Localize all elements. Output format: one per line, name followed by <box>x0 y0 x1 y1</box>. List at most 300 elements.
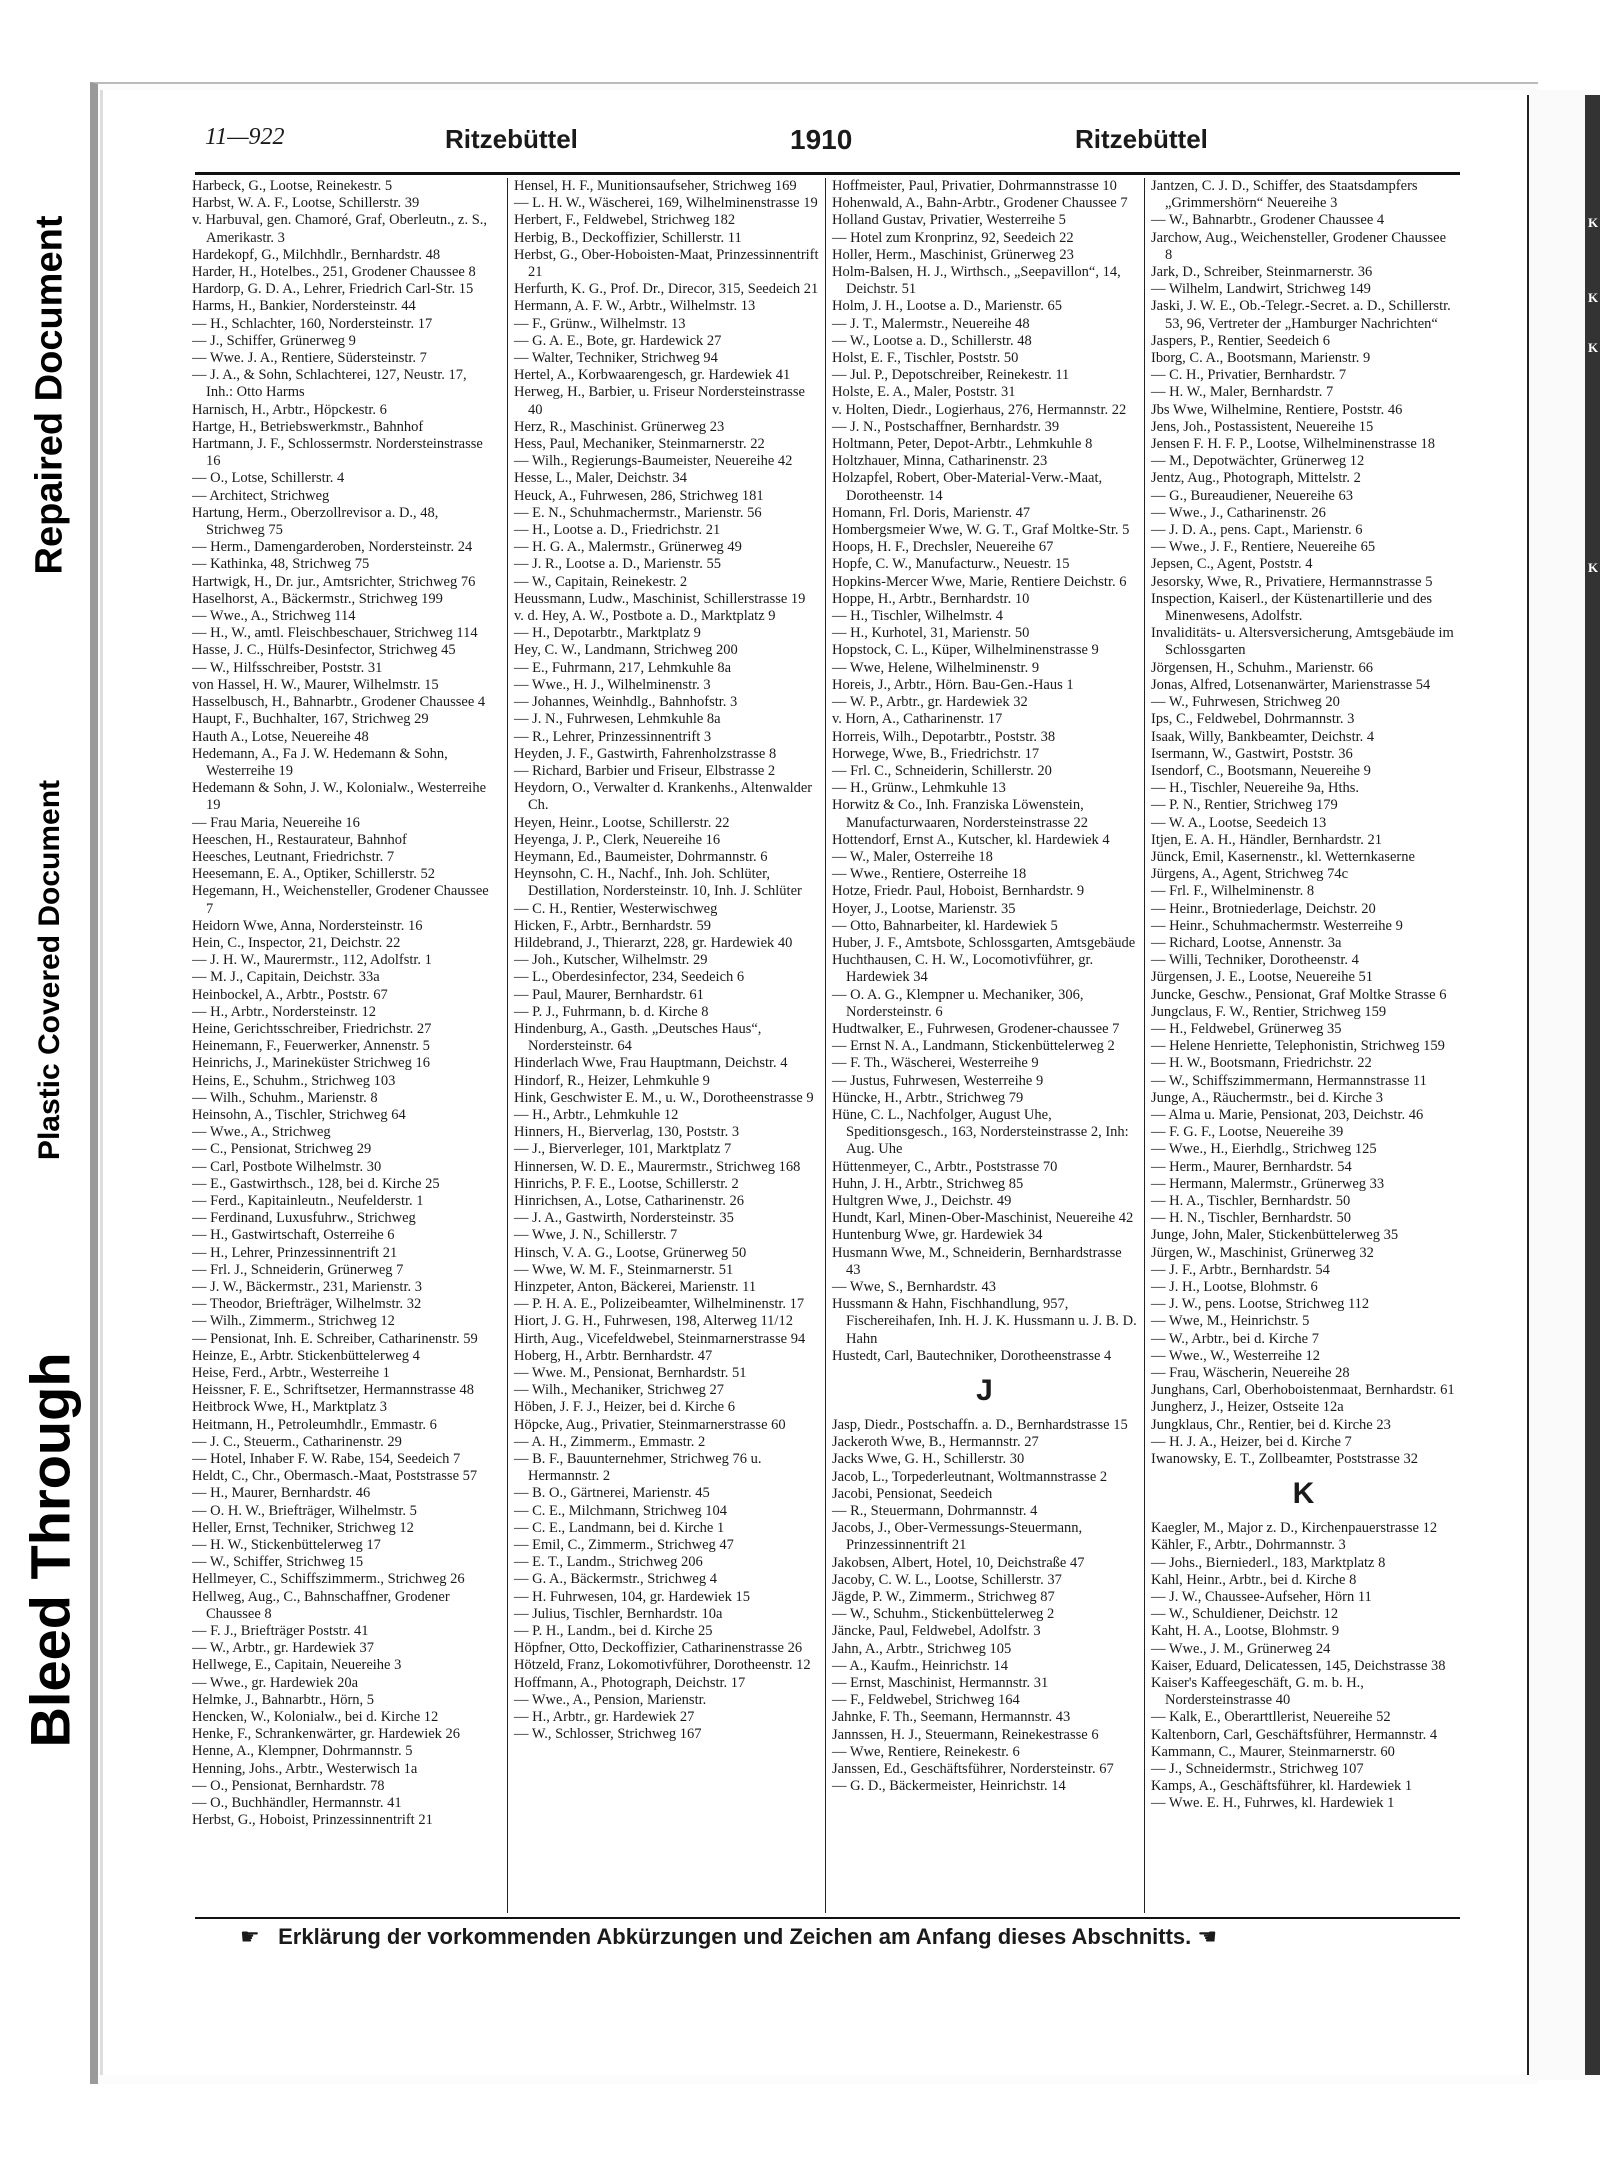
directory-entry: — Heinr., Schuhmachermstr. Westerreihe 9 <box>1151 917 1403 934</box>
directory-entry: v. Harbuval, gen. Chamoré, Graf, Oberleutn., z. S., Amerikastr. 3 <box>192 212 488 246</box>
directory-entry: Isaak, Willy, Bankbeamter, Deichstr. 4 <box>1151 728 1375 745</box>
directory-entry: Haupt, F., Buchhalter, 167, Strichweg 29 <box>192 711 429 728</box>
directory-entry: — Wwe., J. M., Grünerweg 24 <box>1151 1640 1331 1657</box>
directory-entry: Hombergsmeier Wwe, W. G. T., Graf Moltke-Str. 5 <box>832 522 1130 539</box>
directory-entry: Heesemann, E. A., Optiker, Schillerstr. 52 <box>192 866 436 883</box>
directory-entry: — W., Arbtr., bei d. Kirche 7 <box>1151 1330 1319 1347</box>
page-header <box>205 120 1470 160</box>
directory-entry: — J. H. W., Maurermstr., 112, Adolfstr. 1 <box>192 952 432 969</box>
directory-entry: Jentz, Aug., Photograph, Mittelstr. 2 <box>1151 470 1361 487</box>
directory-entry: — C. E., Landmann, bei d. Kirche 1 <box>514 1519 725 1536</box>
directory-entry: Henne, A., Klempner, Dohrmannstr. 5 <box>192 1743 413 1760</box>
directory-entry: — J. R., Lootse a. D., Marienstr. 55 <box>514 556 722 573</box>
directory-entry: — H., Gastwirtschaft, Osterreihe 6 <box>192 1227 395 1244</box>
strip-letter: K <box>1588 215 1599 230</box>
directory-entry: — E. T., Landm., Strichweg 206 <box>514 1554 703 1571</box>
directory-entry: Kaht, H. A., Lootse, Blohmstr. 9 <box>1151 1623 1340 1640</box>
directory-entry: — Johannes, Weinhdlg., Bahnhofstr. 3 <box>514 694 738 711</box>
directory-entry: Kaegler, M., Major z. D., Kirchenpauerstrasse 12 <box>1151 1520 1438 1537</box>
directory-entry: Jacobi, Pensionat, Seedeich <box>832 1485 993 1502</box>
directory-entry: Hicken, F., Arbtr., Bernhardstr. 59 <box>514 917 711 934</box>
directory-entry: Hey, C. W., Landmann, Strichweg 200 <box>514 642 738 659</box>
directory-entry: — Ernst N. A., Landmann, Stickenbüttelerweg 2 <box>832 1038 1115 1055</box>
directory-entry: Hustedt, Carl, Bautechniker, Dorotheenstrasse 4 <box>832 1347 1112 1364</box>
directory-entry: Harder, H., Hotelbes., 251, Grodener Chaussee 8 <box>192 264 476 281</box>
directory-entry: Heller, Ernst, Techniker, Strichweg 12 <box>192 1519 414 1536</box>
directory-entry: — E. N., Schuhmachermstr., Marienstr. 56 <box>514 504 762 521</box>
footer-note <box>240 1924 1390 1950</box>
directory-entry: Hartmann, J. F., Schlossermstr. Nordersteinstrasse 16 <box>192 436 483 470</box>
directory-entry: Hotze, Friedr. Paul, Hoboist, Bernhardstr. 9 <box>832 883 1085 900</box>
directory-entry: Huchthausen, C. H. W., Locomotivführer, gr. Hardewiek 34 <box>832 952 1094 986</box>
directory-entry: Hoffmann, A., Photograph, Deichstr. 17 <box>514 1674 746 1691</box>
directory-entry: Holtmann, Peter, Depot-Arbtr., Lehmkuhle 8 <box>832 436 1093 453</box>
directory-entry: Hein, C., Inspector, 21, Deichstr. 22 <box>192 934 401 951</box>
directory-entry: Herbst, G., Ober-Hoboisten-Maat, Prinzessinnentrift 21 <box>514 246 819 281</box>
directory-entry: — F., Grünw., Wilhelmstr. 13 <box>514 315 686 332</box>
directory-entry: Jackeroth Wwe, B., Hermannstr. 27 <box>832 1434 1039 1451</box>
directory-entry: — H., Feldwebel, Grünerweg 35 <box>1151 1020 1342 1037</box>
directory-entry: — W., Lootse a. D., Schillerstr. 48 <box>832 332 1032 349</box>
directory-entry: — J., Schiffer, Grünerweg 9 <box>192 332 356 349</box>
directory-entry: Hoberg, H., Arbtr. Bernhardstr. 47 <box>514 1347 713 1364</box>
directory-entry: — O., Lotse, Schillerstr. 4 <box>192 470 345 487</box>
directory-entry: Jantzen, C. J. D., Schiffer, des Staatsdampfers „Grimmershörn“ Neuereihe 3 <box>1151 178 1418 212</box>
directory-columns <box>192 178 1462 1913</box>
directory-entry: Hoffmeister, Paul, Privatier, Dohrmannstrasse 10 <box>832 178 1117 194</box>
directory-entry: Hinderlach Wwe, Frau Hauptmann, Deichstr. 4 <box>514 1055 788 1072</box>
directory-entry: Heussmann, Ludw., Maschinist, Schillerstrasse 19 <box>514 590 806 607</box>
directory-entry: Junghans, Carl, Oberhoboistenmaat, Bernhardstr. 61 <box>1151 1382 1455 1399</box>
directory-entry: Hultgren Wwe, J., Deichstr. 49 <box>832 1192 1012 1209</box>
directory-entry: — Herm., Damengarderoben, Nordersteinstr. 24 <box>192 539 473 556</box>
directory-entry: — Wwe., Rentiere, Osterreihe 18 <box>832 866 1027 883</box>
directory-entry: — F. G. F., Lootse, Neuereihe 39 <box>1151 1124 1344 1141</box>
directory-entry: Hudtwalker, E., Fuhrwesen, Grodener-chaussee 7 <box>832 1020 1120 1037</box>
directory-entry: — H., Maurer, Bernhardstr. 46 <box>192 1485 371 1502</box>
directory-entry: Herbig, B., Deckoffizier, Schillerstr. 11 <box>514 229 742 246</box>
directory-entry: Hencken, W., Kolonialw., bei d. Kirche 12 <box>192 1709 439 1726</box>
directory-entry: — Wwe. E. H., Fuhrwes, kl. Hardewiek 1 <box>1151 1795 1395 1812</box>
directory-entry: — W., Schuldiener, Deichstr. 12 <box>1151 1606 1339 1623</box>
directory-entry: Hussmann & Hahn, Fischhandlung, 957, Fischereihafen, Inh. H. J. K. Hussmann u. J. B. D. Hahn <box>832 1296 1137 1347</box>
directory-entry: — Frl. J., Schneiderin, Grünerweg 7 <box>192 1261 404 1278</box>
directory-entry: v. Holten, Diedr., Logierhaus, 276, Hermannstr. 22 <box>832 401 1127 418</box>
directory-entry: — Wwe, J. N., Schillerstr. 7 <box>514 1227 678 1244</box>
strip-letter: K <box>1588 560 1599 575</box>
directory-entry: Heynsohn, C. H., Nachf., Inh. Joh. Schlüter, Destillation, Nordersteinstr. 10, Inh. J. Schlüter <box>514 866 802 900</box>
directory-entry: Hesse, L., Maler, Deichstr. 34 <box>514 470 687 487</box>
directory-entry: — Wwe, Rentiere, Reinekestr. 6 <box>832 1743 1020 1760</box>
directory-entry: Haselhorst, A., Bäckermstr., Strichweg 199 <box>192 590 443 607</box>
directory-entry: — J. T., Malermstr., Neuereihe 48 <box>832 315 1030 332</box>
directory-entry: — H. Fuhrwesen, 104, gr. Hardewiek 15 <box>514 1588 750 1605</box>
directory-entry: — Ferdinand, Luxusfuhrw., Strichweg <box>192 1210 416 1227</box>
directory-entry: Jens, Joh., Postassistent, Neuereihe 15 <box>1151 418 1374 435</box>
label-bleed-through: Bleed Through <box>18 1352 82 1748</box>
directory-entry: Jacob, L., Torpederleutnant, Woltmannstrasse 2 <box>832 1468 1108 1485</box>
footer-text: Erklärung der vorkommenden Abkürzungen und Zeichen am Anfang dieses Abschnitts. <box>278 1924 1192 1949</box>
directory-entry: — Wwe., A., Strichweg 114 <box>192 608 356 625</box>
directory-entry: Jepsen, C., Agent, Poststr. 4 <box>1151 556 1313 573</box>
directory-entry: — W., Fuhrwesen, Strichweg 20 <box>1151 694 1340 711</box>
directory-entry: — Carl, Postbote Wilhelmstr. 30 <box>192 1158 382 1175</box>
directory-entry: Jbs Wwe, Wilhelmine, Rentiere, Poststr. 46 <box>1151 401 1403 418</box>
directory-entry: Jarchow, Aug., Weichensteller, Grodener Chaussee 8 <box>1151 229 1447 263</box>
directory-entry: Jürgen, W., Maschinist, Grünerweg 32 <box>1151 1244 1374 1261</box>
directory-entry: — L., Oberdesinfector, 234, Seedeich 6 <box>514 969 745 986</box>
binding-shadow <box>1585 95 1600 2075</box>
directory-entry: Hellweg, Aug., C., Bahnschaffner, Grodener Chaussee 8 <box>192 1588 450 1622</box>
directory-entry: — P. J., Fuhrmann, b. d. Kirche 8 <box>514 1003 709 1020</box>
directory-entry: — H., Tischler, Neuereihe 9a, Hths. <box>1151 780 1360 797</box>
directory-entry: — J. A., & Sohn, Schlachterei, 127, Neustr. 17, Inh.: Otto Harms <box>192 367 467 401</box>
directory-entry: — O. H. W., Briefträger, Wilhelmstr. 5 <box>192 1502 417 1519</box>
directory-entry: — M. J., Capitain, Deichstr. 33a <box>192 969 380 986</box>
directory-entry: Herbert, F., Feldwebel, Strichweg 182 <box>514 212 736 229</box>
directory-entry: Hindorf, R., Heizer, Lehmkuhle 9 <box>514 1072 710 1089</box>
directory-entry: Heydorn, O., Verwalter d. Krankenhs., Altenwalder Ch. <box>514 780 813 814</box>
directory-entry: — Theodor, Briefträger, Wilhelmstr. 32 <box>192 1296 422 1313</box>
directory-entry: — Frau, Wäscherin, Neuereihe 28 <box>1151 1365 1350 1382</box>
directory-entry: Jahn, A., Arbtr., Strichweg 105 <box>832 1640 1012 1657</box>
directory-entry: Holland Gustav, Privatier, Westerreihe 5 <box>832 212 1066 229</box>
directory-entry: Hensel, H. F., Munitionsaufseher, Strichweg 169 <box>514 178 797 194</box>
directory-entry: Huntenburg Wwe, gr. Hardewiek 34 <box>832 1227 1043 1244</box>
directory-entry: Harms, H., Bankier, Nordersteinstr. 44 <box>192 298 416 315</box>
directory-entry: — W., Arbtr., gr. Hardewiek 37 <box>192 1640 375 1657</box>
directory-entry: Inspection, Kaiserl., der Küstenartillerie und des Minenwesens, Adolfstr. <box>1151 590 1433 625</box>
directory-entry: Hess, Paul, Mechaniker, Steinmarnerstr. 22 <box>514 436 765 453</box>
directory-entry: — H. W., Maler, Bernhardstr. 7 <box>1151 384 1334 401</box>
directory-entry: — E., Gastwirthsch., 128, bei d. Kirche 25 <box>192 1175 440 1192</box>
directory-entry: — Wilh., Schuhm., Marienstr. 8 <box>192 1089 378 1106</box>
directory-entry: Jörgensen, H., Schuhm., Marienstr. 66 <box>1151 659 1374 676</box>
directory-entry: Heins, E., Schuhm., Strichweg 103 <box>192 1072 396 1089</box>
directory-entry: — G. A. E., Bote, gr. Hardewick 27 <box>514 332 722 349</box>
directory-entry: Jesorsky, Wwe, R., Privatiere, Hermannstrasse 5 <box>1151 573 1433 590</box>
directory-entry: Hötzeld, Franz, Lokomotivführer, Dorotheenstr. 12 <box>514 1657 811 1674</box>
directory-entry: — C. E., Milchmann, Strichweg 104 <box>514 1502 728 1519</box>
directory-entry: — J. H., Lootse, Blohmstr. 6 <box>1151 1279 1318 1295</box>
directory-entry: Hüttenmeyer, C., Arbtr., Poststrasse 70 <box>832 1158 1058 1175</box>
directory-entry: Heidorn Wwe, Anna, Nordersteinstr. 16 <box>192 917 423 934</box>
directory-entry: — L. H. W., Wäscherei, 169, Wilhelminenstrasse 19 <box>514 195 818 212</box>
directory-entry: — B. F., Bauunternehmer, Strichweg 76 u. Hermannstr. 2 <box>514 1451 762 1485</box>
directory-entry: Hardekopf, G., Milchhdlr., Bernhardstr. 48 <box>192 246 441 263</box>
directory-entry: Heyen, Heinr., Lootse, Schillerstr. 22 <box>514 814 730 831</box>
directory-entry: Hinzpeter, Anton, Bäckerei, Marienstr. 11 <box>514 1279 757 1295</box>
column-3 <box>825 178 1137 1913</box>
directory-entry: Husmann Wwe, M., Schneiderin, Bernhardstrasse 43 <box>832 1244 1122 1278</box>
directory-entry: Hinrichsen, A., Lotse, Catharinenstr. 26 <box>514 1192 744 1209</box>
header-right-title: Ritzebüttel <box>1075 124 1208 154</box>
directory-entry: Hasselbusch, H., Bahnarbtr., Grodener Chaussee 4 <box>192 694 486 711</box>
directory-entry: — Architect, Strichweg <box>192 487 330 504</box>
directory-entry: Kaltenborn, Carl, Geschäftsführer, Hermannstr. 4 <box>1151 1726 1438 1743</box>
directory-entry: — Wwe, S., Bernhardstr. 43 <box>832 1279 997 1295</box>
directory-entry: Hopkins-Mercer Wwe, Marie, Rentiere Deichstr. 6 <box>832 573 1127 590</box>
directory-entry: — A. H., Zimmerm., Emmastr. 2 <box>514 1433 706 1450</box>
directory-entry: — F. Th., Wäscherei, Westerreihe 9 <box>832 1055 1039 1072</box>
directory-entry: Hellmeyer, C., Schiffszimmerm., Strichweg 26 <box>192 1571 465 1588</box>
directory-entry: Hedemann, A., Fa J. W. Hedemann & Sohn, Westerreihe 19 <box>192 745 448 779</box>
directory-entry: Hüne, C. L., Nachfolger, August Uhe, Speditionsgesch., 163, Nordersteinstrasse 2, Inh: Aug. Uhe <box>832 1106 1129 1158</box>
page-number: 11—922 <box>205 124 285 150</box>
directory-entry: Hindenburg, A., Gasth. „Deutsches Haus“, Nordersteinstr. 64 <box>514 1020 762 1055</box>
directory-entry: Itjen, E. A. H., Händler, Bernhardstr. 21 <box>1151 831 1382 848</box>
directory-entry: Helmke, J., Bahnarbtr., Hörn, 5 <box>192 1691 375 1708</box>
directory-entry: — J. W., Bäckermstr., 231, Marienstr. 3 <box>192 1279 422 1295</box>
pointing-hand-icon: ☛ <box>240 1924 260 1949</box>
directory-entry: — H. A., Tischler, Bernhardstr. 50 <box>1151 1192 1351 1209</box>
directory-entry: Janssen, Ed., Geschäftsführer, Nordersteinstr. 67 <box>832 1761 1114 1778</box>
header-rule <box>195 172 1460 175</box>
directory-entry: — Wilh., Zimmerm., Strichweg 12 <box>192 1313 395 1330</box>
directory-entry: Hildebrand, J., Thierarzt, 228, gr. Hardewiek 40 <box>514 934 793 951</box>
directory-entry: Hedemann & Sohn, J. W., Kolonialw., Westerreihe 19 <box>192 780 487 814</box>
directory-entry: — Wwe., J. F., Rentiere, Neuereihe 65 <box>1151 539 1376 556</box>
directory-entry: — Paul, Maurer, Bernhardstr. 61 <box>514 986 704 1003</box>
directory-entry: Jahnke, F. Th., Seemann, Hermannstr. 43 <box>832 1709 1071 1726</box>
directory-entry: Heine, Gerichtsschreiber, Friedrichstr. 27 <box>192 1020 432 1037</box>
directory-entry: — E., Fuhrmann, 217, Lehmkuhle 8a <box>514 659 732 676</box>
directory-entry: Hoyer, J., Lootse, Marienstr. 35 <box>832 900 1016 917</box>
directory-entry: Jacobs, J., Ober-Vermessungs-Steuermann, Prinzessinnentrift 21 <box>832 1520 1083 1554</box>
directory-entry: — H., Tischler, Wilhelmstr. 4 <box>832 608 1003 625</box>
directory-entry: — F. J., Briefträger Poststr. 41 <box>192 1623 369 1640</box>
directory-entry: — O. A. G., Klempner u. Mechaniker, 306, Nordersteinstr. 6 <box>832 986 1084 1020</box>
directory-entry: Heldt, C., Chr., Obermasch.-Maat, Poststrasse 57 <box>192 1468 478 1485</box>
directory-entry: — C., Pensionat, Strichweg 29 <box>192 1141 372 1158</box>
directory-entry: Hopfe, C. W., Manufacturw., Neuestr. 15 <box>832 556 1070 573</box>
directory-entry: Iborg, C. A., Bootsmann, Marienstr. 9 <box>1151 350 1371 367</box>
directory-entry: — Kathinka, 48, Strichweg 75 <box>192 556 370 573</box>
directory-entry: Kaiser's Kaffeegeschäft, G. m. b. H., Nordersteinstrasse 40 <box>1151 1675 1364 1709</box>
directory-entry: — Herm., Maurer, Bernhardstr. 54 <box>1151 1158 1352 1175</box>
directory-entry: Isermann, W., Gastwirt, Poststr. 36 <box>1151 745 1353 762</box>
pointing-hand-left-icon: ☚ <box>1197 1924 1218 1949</box>
directory-entry: — Joh., Kutscher, Wilhelmstr. 29 <box>514 952 708 969</box>
directory-entry: — H. N., Tischler, Bernhardstr. 50 <box>1151 1210 1351 1227</box>
directory-entry: — H. W., Bootsmann, Friedrichstr. 22 <box>1151 1055 1372 1072</box>
directory-entry: Kaiser, Eduard, Delicatessen, 145, Deichstrasse 38 <box>1151 1657 1446 1674</box>
directory-entry: — Julius, Tischler, Bernhardstr. 10a <box>514 1605 723 1622</box>
directory-entry: — H., Lootse a. D., Friedrichstr. 21 <box>514 522 721 539</box>
directory-entry: Heitmann, H., Petroleumhdlr., Emmastr. 6 <box>192 1416 437 1433</box>
directory-entry: — G. A., Bäckermstr., Strichweg 4 <box>514 1571 717 1588</box>
column-4 <box>1144 178 1456 1913</box>
directory-entry: Heinrichs, J., Marineküster Strichweg 16 <box>192 1055 430 1072</box>
directory-entry: — W., Capitain, Reinekestr. 2 <box>514 573 688 590</box>
directory-entry: Hottendorf, Ernst A., Kutscher, kl. Hardewiek 4 <box>832 831 1110 848</box>
directory-entry: Hoops, H. F., Drechsler, Neuereihe 67 <box>832 539 1054 556</box>
directory-entry: v. d. Hey, A. W., Postbote a. D., Marktplatz 9 <box>514 608 776 625</box>
directory-entry: — W., Maler, Osterreihe 18 <box>832 848 993 865</box>
directory-entry: — H. W., Stickenbüttelerweg 17 <box>192 1537 381 1554</box>
directory-entry: — H., W., amtl. Fleischbeschauer, Strichweg 114 <box>192 625 478 642</box>
directory-entry: Jürgensen, J. E., Lootse, Neuereihe 51 <box>1151 969 1374 986</box>
directory-entry: Kahl, Heinr., Arbtr., bei d. Kirche 8 <box>1151 1571 1357 1588</box>
directory-entry: — Willi, Techniker, Dorotheenstr. 4 <box>1151 952 1359 969</box>
directory-entry: Heissner, F. E., Schriftsetzer, Hermannstrasse 48 <box>192 1382 474 1399</box>
directory-entry: Herbst, G., Hoboist, Prinzessinnentrift 21 <box>192 1812 433 1829</box>
directory-entry: — H., Schlachter, 160, Nordersteinstr. 17 <box>192 315 433 332</box>
directory-entry: Juncke, Geschw., Pensionat, Graf Moltke Strasse 6 <box>1151 986 1447 1003</box>
directory-entry: Jannssen, H. J., Steuermann, Reinekestrasse 6 <box>832 1726 1099 1743</box>
directory-entry: Kammann, C., Maurer, Steinmarnerstr. 60 <box>1151 1743 1395 1760</box>
directory-entry: — Wwe., A., Strichweg <box>192 1124 331 1141</box>
directory-entry: — H., Depotarbtr., Marktplatz 9 <box>514 625 701 642</box>
directory-entry: — C. H., Privatier, Bernhardstr. 7 <box>1151 367 1347 384</box>
directory-entry: Holler, Herm., Maschinist, Grünerweg 23 <box>832 246 1074 263</box>
directory-entry: Hardorp, G. D. A., Lehrer, Friedrich Carl-Str. 15 <box>192 281 474 298</box>
directory-entry: v. Horn, A., Catharinenstr. 17 <box>832 711 1003 728</box>
directory-entry: — G. D., Bäckermeister, Heinrichstr. 14 <box>832 1778 1066 1795</box>
label-plastic-covered-document: Plastic Covered Document <box>33 779 66 1161</box>
directory-entry: Hinners, H., Bierverlag, 130, Poststr. 3 <box>514 1124 740 1141</box>
directory-entry: — Wwe., A., Pension, Marienstr. <box>514 1691 707 1708</box>
directory-entry: — J. F., Arbtr., Bernhardstr. 54 <box>1151 1261 1330 1278</box>
directory-entry: — W. A., Lootse, Seedeich 13 <box>1151 814 1327 831</box>
directory-entry: — Wilh., Mechaniker, Strichweg 27 <box>514 1382 724 1399</box>
section-letter: K <box>1292 1477 1315 1511</box>
directory-entry: — Alma u. Marie, Pensionat, 203, Deichstr. 46 <box>1151 1106 1424 1123</box>
directory-entry: — Heinr., Brotniederlage, Deichstr. 20 <box>1151 900 1376 917</box>
directory-entry: Kamps, A., Geschäftsführer, kl. Hardewiek 1 <box>1151 1778 1413 1795</box>
directory-entry: Hundt, Karl, Minen-Ober-Maschinist, Neuereihe 42 <box>832 1210 1134 1227</box>
directory-entry: — J. W., pens. Lootse, Strichweg 112 <box>1151 1296 1370 1313</box>
directory-entry: — Hotel zum Kronprinz, 92, Seedeich 22 <box>832 229 1074 246</box>
directory-entry: Hasse, J. C., Hülfs-Desinfector, Strichweg 45 <box>192 642 456 659</box>
directory-entry: Jonas, Alfred, Lotsenanwärter, Marienstrasse 54 <box>1151 676 1431 693</box>
footer-rule <box>195 1917 1460 1919</box>
strip-letter: K <box>1588 290 1599 305</box>
directory-entry: — Wwe, M., Heinrichstr. 5 <box>1151 1313 1310 1330</box>
directory-entry: Jaspers, P., Rentier, Seedeich 6 <box>1151 332 1331 349</box>
directory-entry: Holm-Balsen, H. J., Wirthsch., „Seepavillon“, 14, Deichstr. 51 <box>832 264 1121 298</box>
directory-entry: — J. W., Chaussee-Aufseher, Hörn 11 <box>1151 1589 1372 1606</box>
directory-entry: Huber, J. F., Amtsbote, Schlossgarten, Amtsgebäude <box>832 934 1136 951</box>
column-1 <box>192 178 497 1913</box>
directory-entry: — W., Schiffer, Strichweg 15 <box>192 1554 364 1571</box>
column-2 <box>507 178 819 1913</box>
header-left-title: Ritzebüttel <box>445 124 578 154</box>
directory-entry: — A., Kaufm., Heinrichstr. 14 <box>832 1657 1008 1674</box>
directory-entry: — Walter, Techniker, Strichweg 94 <box>514 350 718 367</box>
directory-entry: Horwege, Wwe, B., Friedrichstr. 17 <box>832 745 1040 762</box>
page-edge-rule <box>1527 95 1529 2075</box>
directory-entry: Höpfner, Otto, Deckoffizier, Catharinenstrasse 26 <box>514 1640 803 1657</box>
directory-entry: Hohenwald, A., Bahn-Arbtr., Grodener Chaussee 7 <box>832 195 1128 212</box>
directory-entry: Jägde, P. W., Zimmerm., Strichweg 87 <box>832 1589 1055 1606</box>
directory-entry: — F., Feldwebel, Strichweg 164 <box>832 1692 1020 1709</box>
directory-entry: — M., Depotwächter, Grünerweg 12 <box>1151 453 1365 470</box>
directory-entry: — J. N., Fuhrwesen, Lehmkuhle 8a <box>514 711 721 728</box>
directory-entry: — W., Bahnarbtr., Grodener Chaussee 4 <box>1151 212 1385 229</box>
directory-entry: — Ernst, Maschinist, Hermannstr. 31 <box>832 1675 1049 1692</box>
directory-entry: Hegemann, H., Weichensteller, Grodener Chaussee 7 <box>192 883 489 917</box>
directory-entry: — C. H., Rentier, Westerwischweg <box>514 900 718 917</box>
directory-entry: — Pensionat, Inh. E. Schreiber, Catharinenstr. 59 <box>192 1330 478 1347</box>
directory-entry: — Hotel, Inhaber F. W. Rabe, 154, Seedeich 7 <box>192 1451 461 1468</box>
directory-entry: Heyenga, J. P., Clerk, Neuereihe 16 <box>514 831 721 848</box>
directory-entry: Henke, F., Schrankenwärter, gr. Hardewiek 26 <box>192 1726 461 1743</box>
directory-entry: Holst, E. F., Tischler, Poststr. 50 <box>832 350 1019 367</box>
directory-entry: Heymann, Ed., Baumeister, Dohrmannstr. 6 <box>514 848 768 865</box>
directory-entry: Holtzhauer, Minna, Catharinenstr. 23 <box>832 453 1048 470</box>
directory-entry: Herfurth, K. G., Prof. Dr., Direcor, 315, Seedeich 21 <box>514 281 819 298</box>
directory-entry: Iwanowsky, E. T., Zollbeamter, Poststrasse 32 <box>1151 1451 1418 1468</box>
directory-entry: Harbeck, G., Lootse, Reinekestr. 5 <box>192 178 393 194</box>
directory-entry: Invaliditäts- u. Altersversicherung, Amtsgebäude im Schlossgarten <box>1151 625 1454 659</box>
directory-entry: — Otto, Bahnarbeiter, kl. Hardewiek 5 <box>832 917 1058 934</box>
directory-entry: Holste, E. A., Maler, Poststr. 31 <box>832 384 1016 401</box>
directory-entry: — O., Buchhändler, Hermannstr. 41 <box>192 1795 402 1812</box>
directory-entry: — P. H., Landm., bei d. Kirche 25 <box>514 1623 713 1640</box>
directory-entry: Jäncke, Paul, Feldwebel, Adolfstr. 3 <box>832 1623 1041 1640</box>
directory-entry: Jungclaus, F. W., Rentier, Strichweg 159 <box>1151 1003 1387 1020</box>
directory-entry: — H., Grünw., Lehmkuhle 13 <box>832 780 1006 797</box>
directory-entry: Junge, A., Räuchermstr., bei d. Kirche 3 <box>1151 1089 1383 1106</box>
directory-entry: Höben, J. F. J., Heizer, bei d. Kirche 6 <box>514 1399 735 1416</box>
directory-entry: Harbst, W. A. F., Lootse, Schillerstr. 39 <box>192 195 420 212</box>
directory-entry: Heinze, E., Arbtr. Stickenbüttelerweg 4 <box>192 1347 420 1364</box>
directory-entry: — Kalk, E., Oberarttllerist, Neuereihe 52 <box>1151 1709 1391 1726</box>
directory-entry: Hiort, J. G. H., Fuhrwesen, 198, Alterweg 11/12 <box>514 1313 793 1330</box>
directory-entry: Herz, R., Maschinist. Grünerweg 23 <box>514 418 725 435</box>
directory-entry: — B. O., Gärtnerei, Marienstr. 45 <box>514 1485 710 1502</box>
directory-entry: — Frl. F., Wilhelminenstr. 8 <box>1151 883 1315 900</box>
directory-entry: Hellwege, E., Capitain, Neuereihe 3 <box>192 1657 402 1674</box>
directory-entry: Heinemann, F., Feuerwerker, Annenstr. 5 <box>192 1038 430 1055</box>
directory-entry: — J. C., Steuerm., Catharinenstr. 29 <box>192 1433 402 1450</box>
directory-entry: — J. D. A., pens. Capt., Marienstr. 6 <box>1151 522 1363 539</box>
directory-entry: — W., Schiffszimmermann, Hermannstrasse 11 <box>1151 1072 1427 1089</box>
directory-entry: Heuck, A., Fuhrwesen, 286, Strichweg 181 <box>514 487 764 504</box>
directory-entry: — G., Bureaudiener, Neuereihe 63 <box>1151 487 1353 504</box>
directory-entry: — W. P., Arbtr., gr. Hardewiek 32 <box>832 694 1028 711</box>
directory-entry: — H., Arbtr., Nordersteinstr. 12 <box>192 1003 377 1020</box>
directory-entry: — Wwe., W., Westerreihe 12 <box>1151 1347 1321 1364</box>
side-labels <box>0 0 100 2177</box>
directory-entry: — Wwe., H. J., Wilhelminenstr. 3 <box>514 676 711 693</box>
directory-entry: Jünck, Emil, Kasernenstr., kl. Wetternkaserne <box>1151 848 1415 865</box>
directory-entry: — W., Schuhm., Stickenbüttelerweg 2 <box>832 1606 1055 1623</box>
directory-entry: — J., Bierverleger, 101, Marktplatz 7 <box>514 1141 732 1158</box>
directory-entry: — Wwe., gr. Hardewiek 20a <box>192 1674 359 1691</box>
directory-entry: Heinbockel, A., Arbtr., Poststr. 67 <box>192 986 388 1003</box>
directory-entry: — Emil, C., Zimmerm., Strichweg 47 <box>514 1537 734 1554</box>
directory-entry: Hinrichs, P. F. E., Lootse, Schillerstr. 2 <box>514 1175 739 1192</box>
directory-entry: — Ferd., Kapitainleutn., Neufelderstr. 1 <box>192 1192 424 1209</box>
directory-entry: Hink, Geschwister E. M., u. W., Dorotheenstrasse 9 <box>514 1089 814 1106</box>
directory-entry: — Hermann, Malermstr., Grünerweg 33 <box>1151 1175 1385 1192</box>
directory-entry: Heitbrock Wwe, H., Marktplatz 3 <box>192 1399 388 1416</box>
directory-entry: Ips, C., Feldwebel, Dohrmannstr. 3 <box>1151 711 1355 728</box>
directory-entry: — H., Arbtr., gr. Hardewiek 27 <box>514 1709 695 1726</box>
directory-entry: Kähler, F., Arbtr., Dohrmannstr. 3 <box>1151 1537 1346 1554</box>
directory-entry: Jacks Wwe, G. H., Schillerstr. 30 <box>832 1451 1025 1468</box>
directory-entry: — Helene Henriette, Telephonistin, Strichweg 159 <box>1151 1038 1445 1055</box>
directory-entry: — Wwe. J. A., Rentiere, Südersteinstr. 7 <box>192 350 427 367</box>
directory-entry: Horwitz & Co., Inh. Franziska Löwenstein, Manufacturwaaren, Nordersteinstrasse 22 <box>832 797 1088 831</box>
directory-entry: — Richard, Barbier und Friseur, Elbstrasse 2 <box>514 762 776 779</box>
directory-entry: Jungherz, J., Heizer, Ostseite 12a <box>1151 1399 1344 1416</box>
directory-entry: Heeschen, H., Restaurateur, Bahnhof <box>192 831 407 848</box>
directory-entry: Hirth, Aug., Vicefeldwebel, Steinmarnerstrasse 94 <box>514 1330 806 1347</box>
directory-entry: — Wwe. M., Pensionat, Bernhardstr. 51 <box>514 1365 747 1382</box>
